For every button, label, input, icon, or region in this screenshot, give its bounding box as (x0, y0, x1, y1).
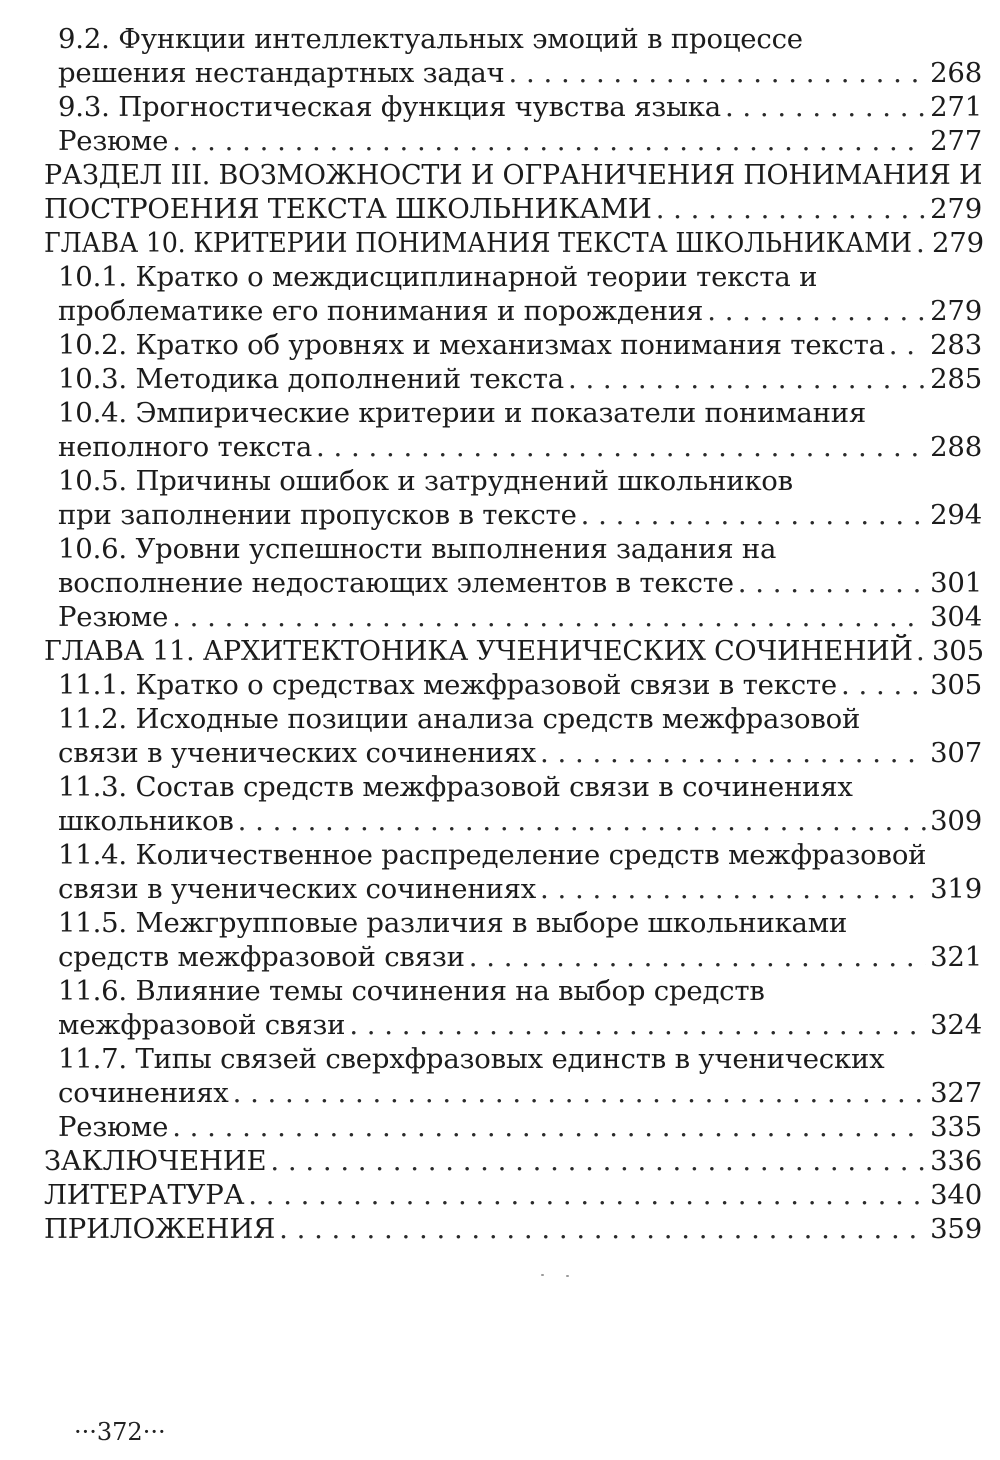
toc-entry-title-line: средств межфразовой связи (58, 941, 465, 973)
dot-leader (568, 362, 926, 396)
toc-entry-title-line: ЛИТЕРАТУРА (44, 1179, 245, 1211)
dot-leader (172, 124, 926, 158)
toc-page-number: 279 (930, 295, 982, 327)
toc-entry-title-line: 11.1. Кратко о средствах межфразовой связи в тексте (58, 669, 837, 701)
toc-entry-title-line: восполнение недостающих элементов в тексте (58, 567, 734, 599)
toc-entry-title-line: 9.2. Функции интеллектуальных эмоций в процессе (58, 23, 803, 55)
dot-leader (540, 736, 926, 770)
toc-entry-title-line: сочинениях (58, 1077, 229, 1109)
toc-entry-title-line: 10.4. Эмпирические критерии и показатели понимания (58, 397, 867, 429)
toc-entry-title-line: ГЛАВА 11. АРХИТЕКТОНИКА УЧЕНИЧЕСКИХ СОЧИНЕНИЙ (44, 635, 913, 667)
toc-page-number: 294 (930, 499, 982, 531)
toc-entry-title-line: 9.3. Прогностическая функция чувства языка (58, 91, 721, 123)
dot-leader (238, 804, 926, 838)
toc-entry-title-line: ЗАКЛЮЧЕНИЕ (44, 1145, 267, 1177)
dot-leader (316, 430, 926, 464)
toc-page-number: 307 (930, 737, 982, 769)
toc-page-number: 336 (930, 1145, 982, 1177)
toc-subsection-entry (0, 600, 1000, 634)
toc-subsection-entry (0, 1042, 1000, 1110)
toc-entry-title-line: 11.4. Количественное распределение средств межфразовой (58, 839, 927, 871)
toc-subsection-entry (0, 838, 1000, 906)
toc-entry-title-line: ГЛАВА 10. КРИТЕРИИ ПОНИМАНИЯ ТЕКСТА ШКОЛЬНИКАМИ (44, 227, 912, 259)
toc-page-number: 305 (932, 635, 984, 667)
toc-subsection-entry (0, 668, 1000, 702)
toc-entry-title-line: связи в ученических сочинениях (58, 873, 537, 905)
toc-entry-title-line: Резюме (58, 601, 169, 633)
toc-page-number: 288 (930, 431, 982, 463)
toc-page-number: 305 (930, 669, 982, 701)
toc-entry-title-line: ПРИЛОЖЕНИЯ (44, 1213, 276, 1245)
dot-leader (233, 1076, 927, 1110)
toc-entry-title-line: ПОСТРОЕНИЯ ТЕКСТА ШКОЛЬНИКАМИ (44, 193, 652, 225)
toc-page-number: 285 (930, 363, 982, 395)
toc-entry-title-line: 11.5. Межгрупповые различия в выборе школьниками (58, 907, 848, 939)
toc-subsection-entry (0, 464, 1000, 532)
toc-subsection-entry (0, 90, 1000, 124)
dot-leader (581, 498, 926, 532)
toc-page-number: 279 (932, 227, 984, 259)
toc-section-entry (0, 226, 1000, 260)
toc-subsection-entry (0, 974, 1000, 1042)
toc-page-number: 327 (930, 1077, 982, 1109)
toc-entry-title-line: 10.2. Кратко об уровнях и механизмах понимания текста (58, 329, 885, 361)
dot-leader (540, 872, 926, 906)
table-of-contents (0, 22, 1000, 1246)
toc-subsection-entry (0, 770, 1000, 838)
toc-entry-title-line: проблематике его понимания и порождения (58, 295, 704, 327)
toc-entry-title-line: 10.3. Методика дополнений текста (58, 363, 564, 395)
toc-entry-title-line: 10.5. Причины ошибок и затруднений школьников (58, 465, 793, 497)
dot-leader (349, 1008, 926, 1042)
dot-leader (889, 328, 926, 362)
toc-section-entry (0, 158, 1000, 226)
dot-leader (707, 294, 926, 328)
toc-subsection-entry (0, 328, 1000, 362)
toc-page-number: 335 (930, 1111, 982, 1143)
dot-leader (916, 226, 928, 260)
toc-entry-title-line: Резюме (58, 1111, 169, 1143)
toc-page-number: 309 (930, 805, 982, 837)
dot-leader (279, 1212, 926, 1246)
toc-entry-title-line: 11.2. Исходные позиции анализа средств межфразовой (58, 703, 861, 735)
toc-entry-title-line: при заполнении пропусков в тексте (58, 499, 577, 531)
toc-entry-title-line: школьников (58, 805, 234, 837)
toc-entry-title-line: 10.6. Уровни успешности выполнения задания на (58, 533, 777, 565)
toc-subsection-entry (0, 260, 1000, 328)
toc-subsection-entry (0, 362, 1000, 396)
toc-page-number: 271 (930, 91, 982, 123)
toc-entry-title-line: 11.6. Влияние темы сочинения на выбор средств (58, 975, 765, 1007)
toc-page-number: 268 (930, 57, 982, 89)
dot-leader (469, 940, 926, 974)
toc-section-entry (0, 1178, 1000, 1212)
toc-page-number: 277 (930, 125, 982, 157)
print-speck (541, 1274, 544, 1276)
toc-entry-title-line: решения нестандартных задач (58, 57, 505, 89)
toc-subsection-entry (0, 702, 1000, 770)
toc-page-number: 279 (930, 193, 982, 225)
toc-entry-title-line: РАЗДЕЛ III. ВОЗМОЖНОСТИ И ОГРАНИЧЕНИЯ ПОНИМАНИЯ И (44, 159, 983, 191)
toc-entry-title-line: Резюме (58, 125, 169, 157)
dot-leader (841, 668, 926, 702)
dot-leader (248, 1178, 926, 1212)
toc-page-number: 304 (930, 601, 982, 633)
dot-leader (172, 600, 926, 634)
page-number: ···372··· (74, 1418, 166, 1446)
dot-leader (172, 1110, 926, 1144)
toc-subsection-entry (0, 1110, 1000, 1144)
toc-entry-title-line: связи в ученических сочинениях (58, 737, 537, 769)
toc-subsection-entry (0, 532, 1000, 600)
dot-leader (509, 56, 927, 90)
toc-entry-title-line: 11.3. Состав средств межфразовой связи в сочинениях (58, 771, 853, 803)
toc-entry-title-line: межфразовой связи (58, 1009, 346, 1041)
toc-page-number: 319 (930, 873, 982, 905)
toc-page-number: 359 (930, 1213, 982, 1245)
toc-page-number: 340 (930, 1179, 982, 1211)
toc-subsection-entry (0, 906, 1000, 974)
toc-page-number: 321 (930, 941, 982, 973)
toc-page-number: 301 (930, 567, 982, 599)
toc-page-number: 324 (930, 1009, 982, 1041)
toc-entry-title-line: 10.1. Кратко о междисциплинарной теории текста и (58, 261, 818, 293)
dot-leader (725, 90, 926, 124)
dot-leader (656, 192, 926, 226)
print-speck (566, 1275, 569, 1277)
toc-section-entry (0, 1144, 1000, 1178)
toc-subsection-entry (0, 396, 1000, 464)
dot-leader (270, 1144, 926, 1178)
toc-page-number: 283 (930, 329, 982, 361)
toc-section-entry (0, 634, 1000, 668)
toc-subsection-entry (0, 124, 1000, 158)
toc-subsection-entry (0, 22, 1000, 90)
dot-leader (738, 566, 926, 600)
toc-section-entry (0, 1212, 1000, 1246)
toc-entry-title-line: 11.7. Типы связей сверхфразовых единств в ученических (58, 1043, 885, 1075)
toc-entry-title-line: неполного текста (58, 431, 313, 463)
dot-leader (916, 634, 928, 668)
